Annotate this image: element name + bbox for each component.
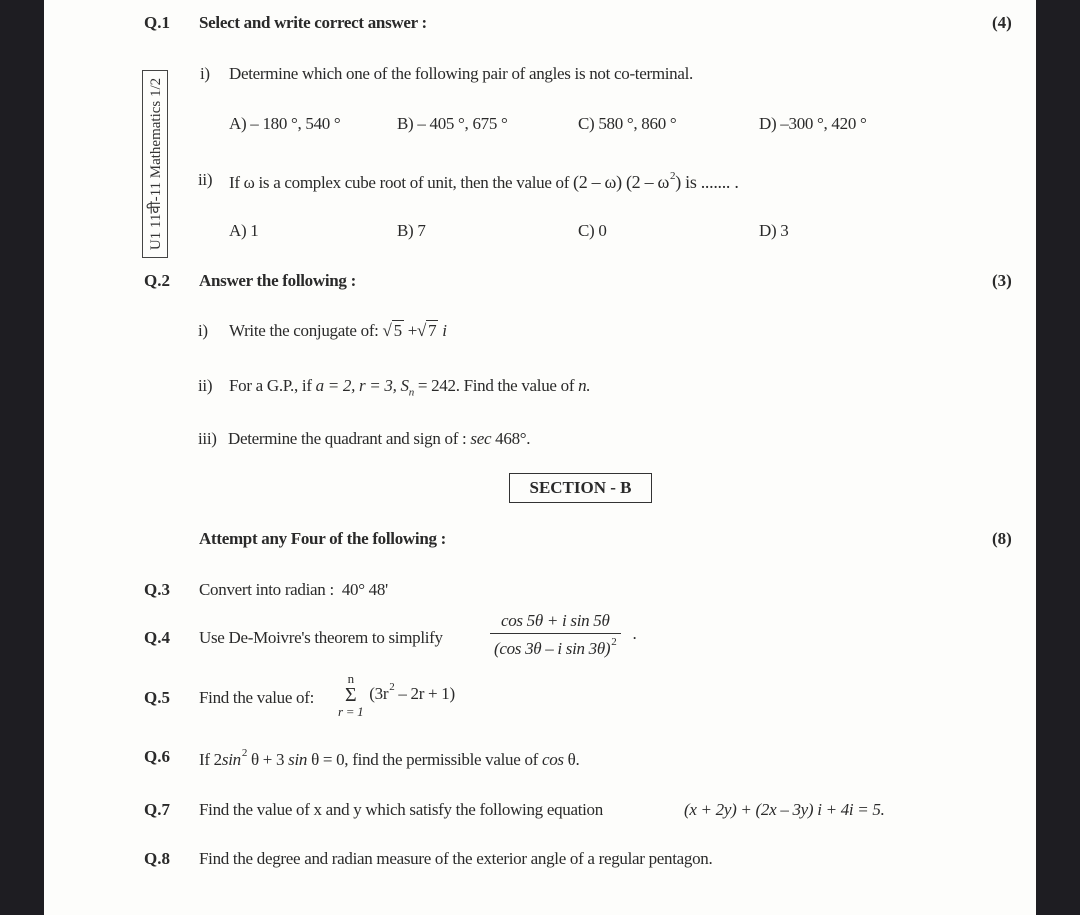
sqrt-5: [392, 321, 404, 341]
q2-ii-text: For a G.P., if: [229, 376, 312, 395]
q4-tail: .: [632, 623, 637, 643]
q2-marks: (3): [992, 271, 1012, 290]
q5-text: Find the value of:: [199, 688, 314, 707]
q5-expr-b: – 2r + 1): [394, 683, 455, 703]
radicand-5: 5: [393, 321, 402, 340]
q5-sum: [338, 672, 455, 718]
q1-i-label: i): [200, 64, 210, 83]
q3-question: [199, 580, 388, 600]
q6-cos: cos: [541, 750, 564, 769]
q4-number: Q.4: [144, 628, 170, 647]
q7-number: Q.7: [144, 800, 170, 819]
q1-i-option-b: B) – 405 °, 675 °: [397, 114, 508, 133]
q6-question: [199, 747, 579, 770]
q6-text-b: θ + 3: [247, 750, 289, 769]
q2-ii-math: a = 2, r = 3, S: [311, 376, 409, 395]
q1-ii-question: [229, 170, 739, 193]
q2-i-label: i): [198, 321, 208, 340]
q4-denominator: [490, 634, 621, 659]
q5-expr-a: (3r: [369, 683, 389, 703]
q4-numerator: cos 5θ + i sin 5θ: [490, 611, 621, 634]
q1-i-text: Determine which one of the following pair of angles is not co-terminal.: [229, 64, 694, 83]
sqrt-7: [426, 321, 438, 341]
q4-text: Use De-Moivre's theorem to simplify: [199, 628, 443, 647]
q6-sup: 2: [241, 747, 248, 759]
q2-ii-question: [229, 376, 590, 398]
q2-iii-sec: sec: [466, 429, 492, 448]
q4-fraction: [490, 611, 636, 659]
q2-number: Q.2: [144, 271, 170, 290]
q1-i-option-a: A) – 180 °, 540 °: [229, 114, 341, 133]
sum-sigma: Σ: [345, 684, 357, 706]
q6-sin: sin: [221, 750, 241, 769]
side-label-box: [142, 70, 168, 258]
q1-ii-expr: [573, 172, 739, 192]
q1-ii-option-b: B) 7: [397, 221, 426, 240]
section-b-heading: SECTION - B: [509, 473, 652, 503]
q1-i-option-c: C) 580 °, 860 °: [578, 114, 677, 133]
sum-lower: r = 1: [338, 704, 364, 719]
q1-ii-label: ii): [198, 170, 213, 189]
q3-angle: 40° 48': [341, 580, 388, 599]
q2-i-text: Write the conjugate of:: [229, 321, 379, 340]
imag-unit: i: [438, 321, 447, 340]
q2-iii-text: Determine the quadrant and sign of :: [228, 429, 467, 448]
q1-ii-text: If ω is a complex cube root of unit, then the value of: [229, 173, 570, 192]
q1-ii-expr-sup: 2: [670, 170, 676, 182]
section-b-marks: (8): [992, 529, 1012, 548]
radicand-7: 7: [428, 321, 437, 340]
q2-iii-tail: 468°.: [491, 429, 531, 448]
plus-sign: +: [403, 321, 418, 340]
q3-number: Q.3: [144, 580, 170, 599]
q6-sin2: sin: [288, 750, 308, 769]
q1-ii-option-c: C) 0: [578, 221, 607, 240]
sigma-symbol: [338, 672, 363, 718]
q2-title: Answer the following :: [199, 271, 356, 290]
q4-frac: [490, 611, 621, 659]
sum-upper: n: [347, 671, 354, 686]
exam-page: [44, 0, 1036, 915]
q2-iii-label: iii): [198, 429, 217, 448]
q2-ii-sub-n: n: [408, 386, 414, 399]
q1-number: Q.1: [144, 13, 170, 32]
q1-marks: (4): [992, 13, 1012, 32]
q7-text: Find the value of x and y which satisfy the following equation: [199, 800, 603, 819]
q2-ii-label: ii): [198, 376, 213, 395]
q2-iii-question: [228, 429, 530, 449]
q1-title: Select and write correct answer :: [199, 13, 427, 32]
q2-i-question: Write the conjugate of: √ 5 +√ 7 i: [229, 321, 447, 340]
section-b-instruction: Attempt any Four of the following :: [199, 529, 446, 548]
q6-text-c: θ = 0, find the permissible value of: [307, 750, 542, 769]
q1-ii-expr-a: (2 – ω) (2 – ω: [573, 172, 670, 192]
q6-text-a: If 2: [199, 750, 222, 769]
q5-expr-sup: 2: [389, 680, 395, 693]
q1-i-option-d: D) –300 °, 420 °: [759, 114, 867, 133]
q5-expr: [369, 680, 455, 703]
q4-den-text: (cos 3θ – i sin 3θ): [494, 639, 611, 658]
q2-ii-tail: = 242. Find the value of: [413, 376, 579, 395]
q1-ii-expr-b: ) is ....... .: [675, 172, 739, 192]
q3-text: Convert into radian :: [199, 580, 334, 599]
q6-number: Q.6: [144, 747, 170, 766]
q5-number: Q.5: [144, 688, 170, 707]
q6-text-d: θ.: [563, 750, 580, 769]
q1-ii-option-d: D) 3: [759, 221, 789, 240]
q4-den-sup: 2: [611, 636, 617, 648]
side-label: U1 11वी-11 Mathematics 1/2: [148, 77, 164, 251]
q8-number: Q.8: [144, 849, 170, 868]
q7-equation: (x + 2y) + (2x – 3y) i + 4i = 5.: [684, 800, 885, 819]
q1-ii-option-a: A) 1: [229, 221, 259, 240]
q2-ii-n: n.: [578, 376, 591, 395]
q8-text: Find the degree and radian measure of the exterior angle of a regular pentagon.: [199, 849, 713, 868]
